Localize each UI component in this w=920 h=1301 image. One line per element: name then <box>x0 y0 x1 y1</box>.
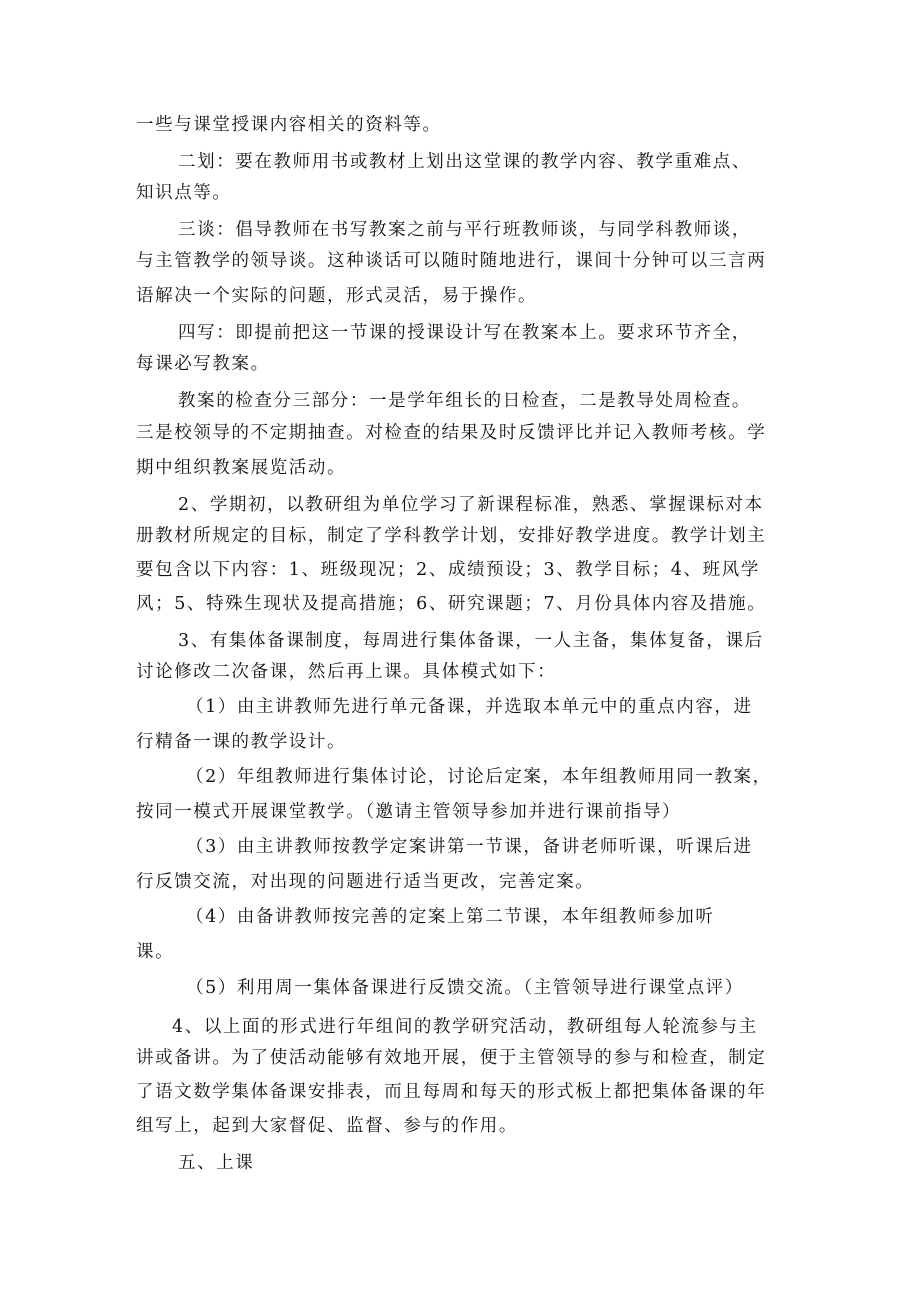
text-line: 三谈：倡导教师在书写教案之前与平行班教师谈，与同学科教师谈， <box>178 220 751 240</box>
text-line: 按同一模式开展课堂教学。（邀请主管领导参加并进行课前指导） <box>136 802 682 822</box>
section-heading: 五、上课 <box>178 1153 255 1173</box>
text-line: 知识点等。 <box>136 183 232 203</box>
text-line: 组写上，起到大家督促、监督、参与的作用。 <box>136 1116 518 1136</box>
text-line: 三是校领导的不定期抽查。对检查的结果及时反馈评比并记入教师考核。学 <box>136 423 767 443</box>
text-line: 与主管教学的领导谈。这种谈话可以随时随地进行，课间十分钟可以三言两 <box>136 251 767 271</box>
text-line: （2）年组教师进行集体讨论，讨论后定案，本年组教师用同一教案， <box>186 767 772 787</box>
text-line: 课。 <box>136 942 175 962</box>
text-line: （4）由备讲教师按完善的定案上第二节课，本年组教师参加听 <box>186 907 715 927</box>
text-line: 了语文数学集体备课安排表，而且每周和每天的形式板上都把集体备课的年 <box>136 1082 767 1102</box>
text-line: 要包含以下内容：1、班级现况；2、成绩预设；3、教学目标；4、班风学 <box>136 560 760 580</box>
text-line: 讲或备讲。为了使活动能够有效地开展，便于主管领导的参与和检查，制定 <box>136 1048 767 1068</box>
text-line: 3、有集体备课制度，每周进行集体备课，一人主备，集体复备，课后 <box>178 631 764 651</box>
text-line: （3）由主讲教师按教学定案讲第一节课，备讲老师听课，听课后进 <box>186 837 753 857</box>
text-line: （5）利用周一集体备课进行反馈交流。（主管领导进行课堂点评） <box>186 978 744 998</box>
text-line: 二划：要在教师用书或教材上划出这堂课的教学内容、教学重难点、 <box>178 152 751 172</box>
text-line: 教案的检查分三部分：一是学年组长的日检查，二是教导处周检查。 <box>178 391 751 411</box>
text-line: 语解决一个实际的问题，形式灵活，易于操作。 <box>136 286 538 306</box>
text-line: 一些与课堂授课内容相关的资料等。 <box>136 115 442 135</box>
text-line: 讨论修改二次备课，然后再上课。具体模式如下： <box>136 662 557 682</box>
text-line: 行精备一课的教学设计。 <box>136 732 347 752</box>
text-line: 风；5、特殊生现状及提高措施；6、研究课题；7、月份具体内容及措施。 <box>136 594 767 614</box>
text-line: 期中组织教案展览活动。 <box>136 458 347 478</box>
text-line: 4、以上面的形式进行年组间的教学研究活动，教研组每人轮流参与主 <box>172 1017 758 1037</box>
text-line: 四写：即提前把这一节课的授课设计写在教案本上。要求环节齐全， <box>178 323 751 343</box>
text-line: 行反馈交流，对出现的问题进行适当更改，完善定案。 <box>136 872 595 892</box>
text-line: （1）由主讲教师先进行单元备课，并选取本单元中的重点内容，进 <box>186 697 753 717</box>
text-line: 册教材所规定的目标，制定了学科教学计划，安排好教学进度。教学计划主 <box>136 526 767 546</box>
text-line: 2、学期初，以教研组为单位学习了新课程标准，熟悉、掌握课标对本 <box>178 495 764 515</box>
text-line: 每课必写教案。 <box>136 354 270 374</box>
